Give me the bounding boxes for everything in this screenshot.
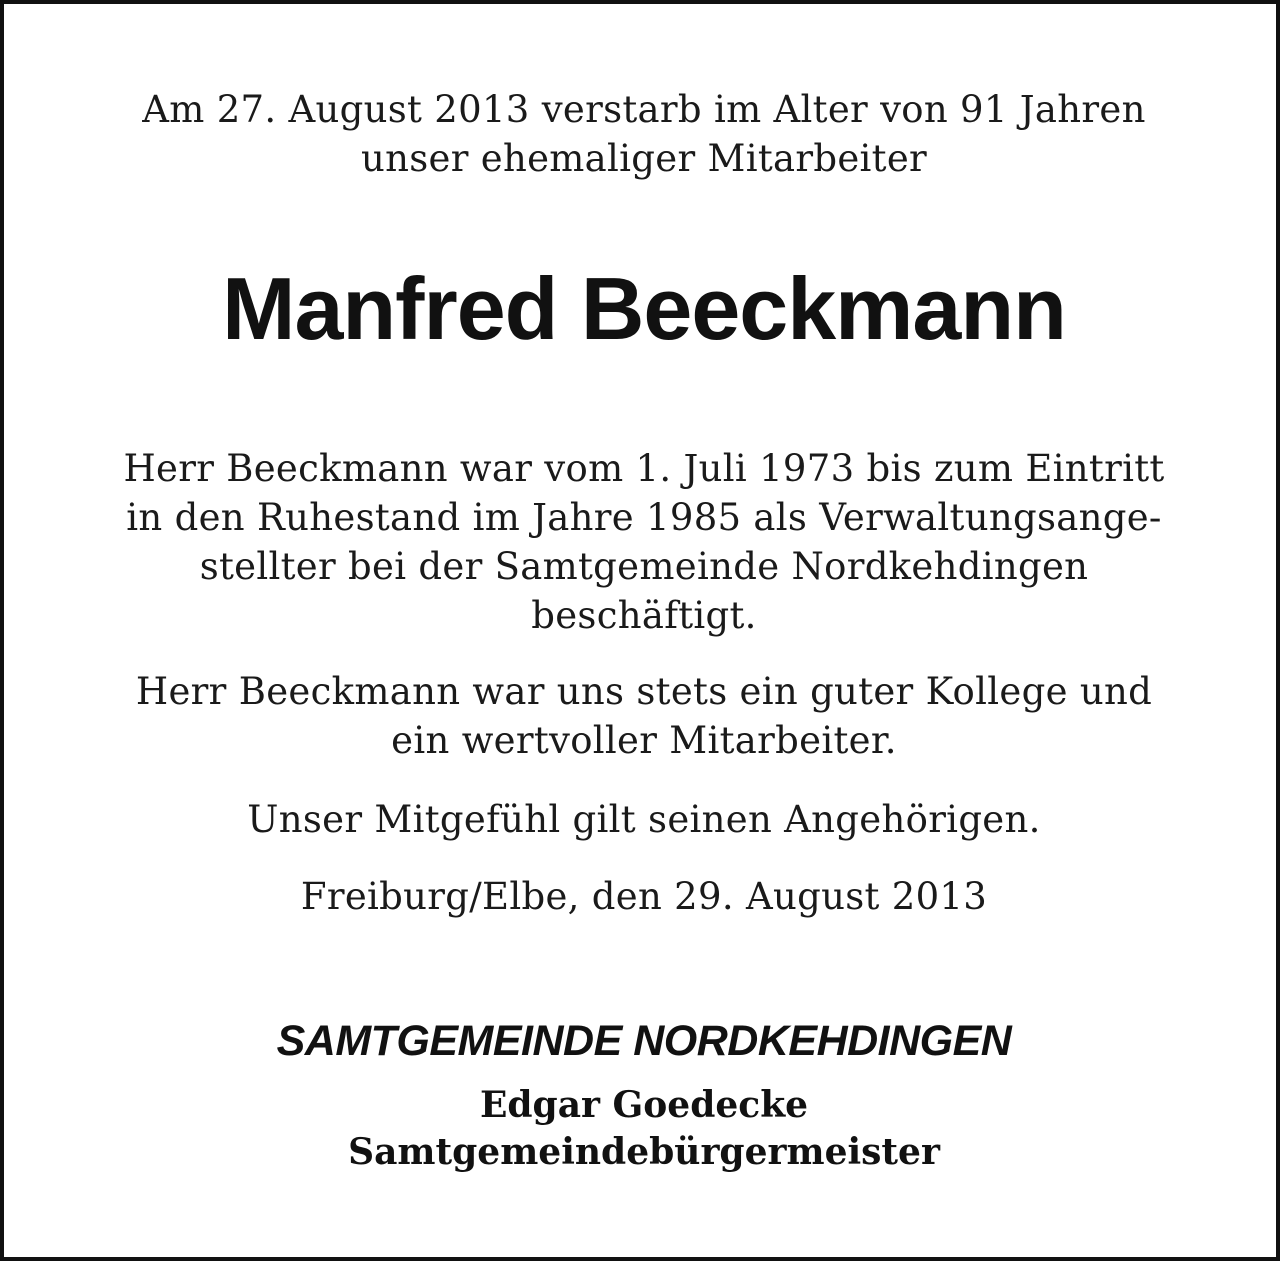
intro-line-2: unser ehemaliger Mitarbeiter [360, 137, 928, 180]
signatory-name: Edgar Goedecke [479, 1084, 809, 1126]
paragraph-1-line-4: beschäftigt. [531, 594, 757, 637]
paragraph-2-line-1: Herr Beeckmann war uns stets ein guter Kollege und [135, 670, 1153, 713]
place-date: Freiburg/Elbe, den 29. August 2013 [300, 875, 988, 918]
paragraph-1-line-1: Herr Beeckmann war vom 1. Juli 1973 bis zum Eintritt [123, 447, 1165, 490]
intro-line-1: Am 27. August 2013 verstarb im Alter von 91 Jahren [142, 88, 1146, 131]
organization-name: SAMTGEMEINDE NORDKEHDINGEN [276, 1017, 1012, 1065]
paragraph-1-line-2: in den Ruhestand im Jahre 1985 als Verwaltungsange- [126, 496, 1162, 539]
paragraph-2-line-2: ein wertvoller Mitarbeiter. [391, 719, 897, 762]
deceased-name: Manfred Beeckmann [222, 259, 1066, 358]
paragraph-1-line-3: stellter bei der Samtgemeinde Nordkehdingen [199, 545, 1089, 588]
condolence-text: Unser Mitgefühl gilt seinen Angehörigen. [247, 798, 1041, 841]
signatory-title: Samtgemeindebürgermeister [348, 1131, 940, 1173]
